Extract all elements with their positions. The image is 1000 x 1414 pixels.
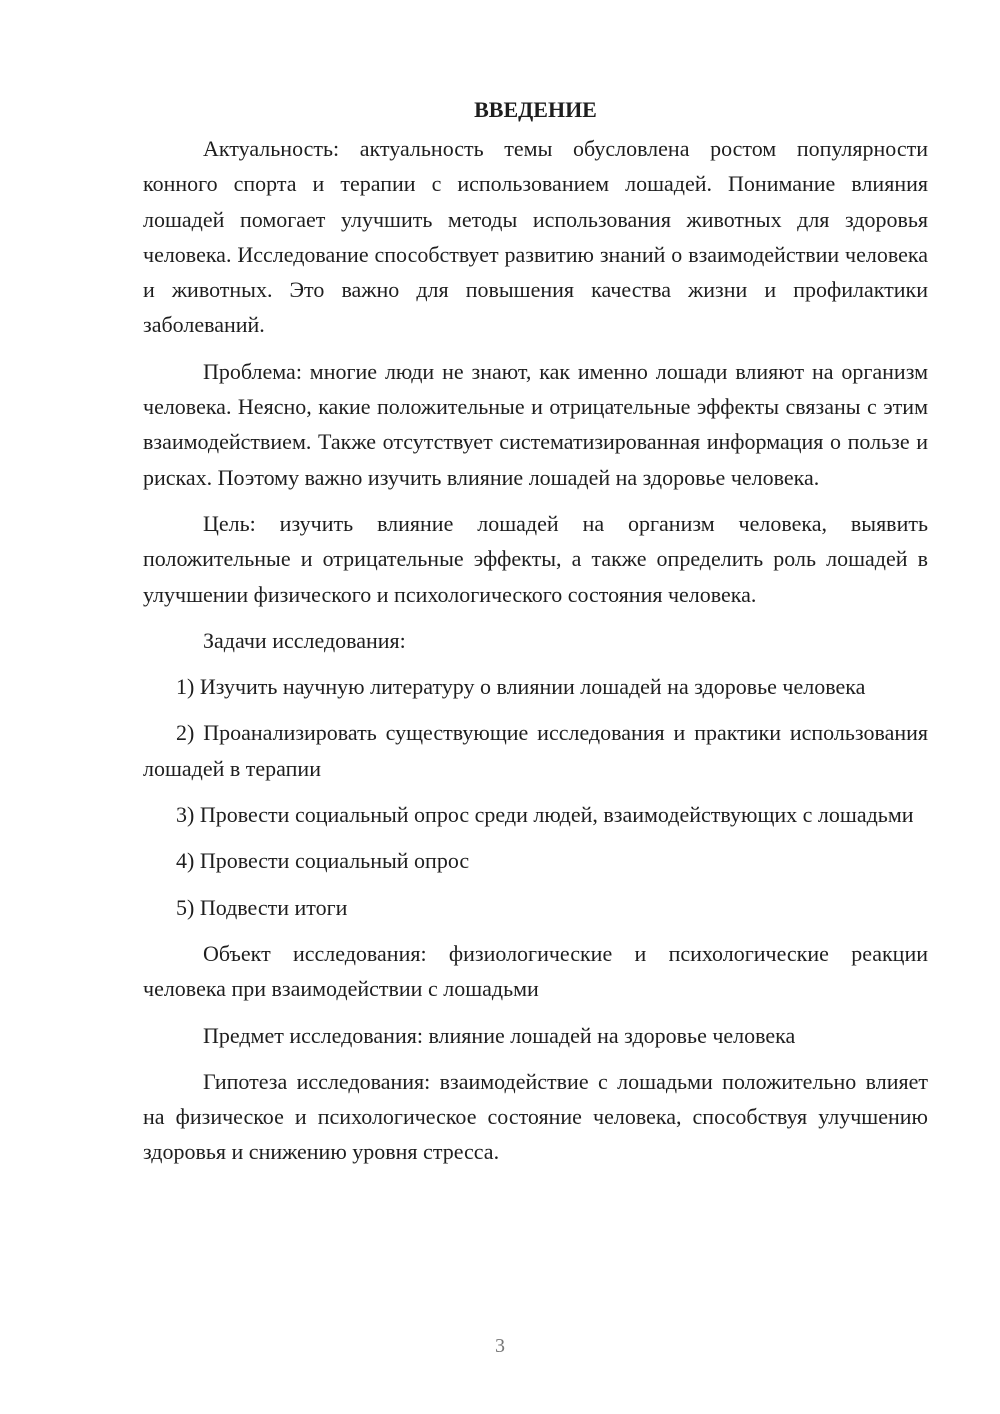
page-title: ВВЕДЕНИЕ xyxy=(474,97,597,122)
list-item: 3) Провести социальный опрос среди людей, взаимодействующих с лошадьми xyxy=(176,802,914,828)
page-number: 3 xyxy=(495,1335,505,1357)
paragraph-subject: Предмет исследования: влияние лошадей на здоровье человека xyxy=(203,1022,796,1048)
list-item: 4) Провести социальный опрос xyxy=(176,848,470,874)
paragraph-object: Объект исследования: физиологические и психологические реакции человека при взаимодействии с лошадьми xyxy=(143,940,928,1002)
tasks-list xyxy=(143,669,928,925)
document-page xyxy=(143,92,928,1181)
list-item: 5) Подвести итоги xyxy=(176,894,348,920)
list-item: 2) Проанализировать существующие исследования и практики использования лошадей в терапии xyxy=(143,720,928,781)
tasks-heading: Задачи исследования: xyxy=(203,627,406,653)
list-item: 1) Изучить научную литературу о влиянии лошадей на здоровье человека xyxy=(176,674,866,700)
paragraph-relevance: Актуальность: актуальность темы обусловлена ростом популярности конного спорта и терапии с использованием лошадей. Понимание влияния лошадей помогает улучшить методы использования животных для здоровья человека. Исследование способствует развитию знаний о взаимодействии человека и животных. Это важно для повышения качества жизни и профилактики заболеваний. xyxy=(143,136,928,338)
paragraph-goal: Цель: изучить влияние лошадей на организм человека, выявить положительные и отрицательные эффекты, а также определить роль лошадей в улучшении физического и психологического состояния человека. xyxy=(143,510,928,607)
paragraph-hypothesis: Гипотеза исследования: взаимодействие с лошадьми положительно влияет на физическое и психологическое состояние человека, способствуя улучшению здоровья и снижению уровня стресса. xyxy=(143,1068,928,1165)
paragraph-problem: Проблема: многие люди не знают, как именно лошади влияют на организм человека. Неясно, какие положительные и отрицательные эффекты связаны с этим взаимодействием. Также отсутствует систематизированная информация о пользе и рисках. Поэтому важно изучить влияние лошадей на здоровье человека. xyxy=(143,358,928,490)
